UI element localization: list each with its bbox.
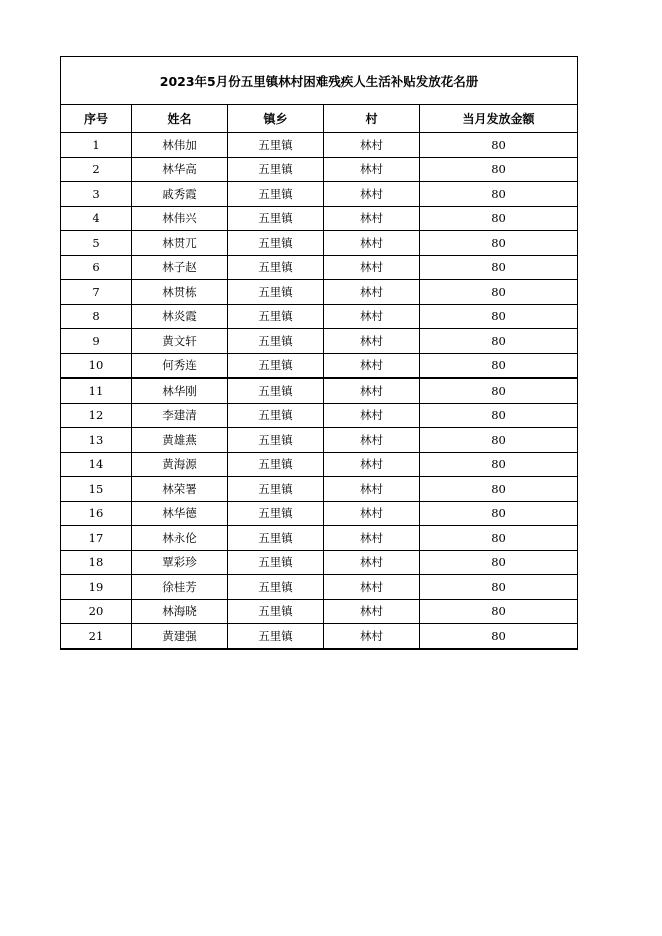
row-index-cell: 17 (61, 526, 132, 551)
row-name-cell: 黄文轩 (132, 329, 228, 354)
row-index-cell: 11 (61, 378, 132, 403)
row-town-cell: 五里镇 (228, 378, 324, 403)
row-index-cell: 10 (61, 353, 132, 378)
row-village-cell: 林村 (324, 182, 420, 207)
table-row (61, 452, 578, 477)
table-row (61, 231, 578, 256)
row-index-cell: 13 (61, 428, 132, 453)
row-name-cell: 戚秀霞 (132, 182, 228, 207)
row-name-cell: 林贯兀 (132, 231, 228, 256)
row-index-cell: 21 (61, 624, 132, 649)
table-row (61, 624, 578, 649)
row-index-cell: 3 (61, 182, 132, 207)
row-name-cell: 林荣署 (132, 477, 228, 502)
row-index-cell: 8 (61, 304, 132, 329)
column-header-name: 姓名 (132, 105, 228, 133)
row-village-cell: 林村 (324, 133, 420, 158)
roster-sheet (60, 56, 577, 650)
row-town-cell: 五里镇 (228, 255, 324, 280)
subsidy-roster-table (60, 56, 578, 650)
table-row (61, 157, 578, 182)
row-town-cell: 五里镇 (228, 304, 324, 329)
row-town-cell: 五里镇 (228, 501, 324, 526)
column-header-index: 序号 (61, 105, 132, 133)
row-index-cell: 14 (61, 452, 132, 477)
row-amount-cell: 80 (420, 526, 578, 551)
row-index-cell: 7 (61, 280, 132, 305)
row-town-cell: 五里镇 (228, 231, 324, 256)
row-amount-cell: 80 (420, 206, 578, 231)
table-row (61, 428, 578, 453)
row-name-cell: 黄建强 (132, 624, 228, 649)
row-town-cell: 五里镇 (228, 157, 324, 182)
row-amount-cell: 80 (420, 575, 578, 600)
title-row (61, 57, 578, 105)
row-town-cell: 五里镇 (228, 133, 324, 158)
row-index-cell: 2 (61, 157, 132, 182)
row-village-cell: 林村 (324, 378, 420, 403)
table-row (61, 526, 578, 551)
row-amount-cell: 80 (420, 477, 578, 502)
row-village-cell: 林村 (324, 304, 420, 329)
row-name-cell: 徐桂芳 (132, 575, 228, 600)
row-village-cell: 林村 (324, 575, 420, 600)
row-name-cell: 林华高 (132, 157, 228, 182)
row-amount-cell: 80 (420, 378, 578, 403)
row-town-cell: 五里镇 (228, 182, 324, 207)
row-index-cell: 1 (61, 133, 132, 158)
row-town-cell: 五里镇 (228, 206, 324, 231)
row-town-cell: 五里镇 (228, 575, 324, 600)
row-amount-cell: 80 (420, 329, 578, 354)
document-title: 2023年5月份五里镇林村困难残疾人生活补贴发放花名册 (61, 57, 578, 105)
row-amount-cell: 80 (420, 304, 578, 329)
row-town-cell: 五里镇 (228, 599, 324, 624)
row-name-cell: 林贯栋 (132, 280, 228, 305)
row-village-cell: 林村 (324, 280, 420, 305)
row-village-cell: 林村 (324, 157, 420, 182)
row-village-cell: 林村 (324, 599, 420, 624)
row-amount-cell: 80 (420, 280, 578, 305)
table-row (61, 304, 578, 329)
row-index-cell: 12 (61, 403, 132, 428)
row-town-cell: 五里镇 (228, 403, 324, 428)
row-town-cell: 五里镇 (228, 477, 324, 502)
row-amount-cell: 80 (420, 403, 578, 428)
row-amount-cell: 80 (420, 452, 578, 477)
row-amount-cell: 80 (420, 599, 578, 624)
row-name-cell: 黄雄燕 (132, 428, 228, 453)
table-row (61, 501, 578, 526)
row-name-cell: 何秀连 (132, 353, 228, 378)
row-village-cell: 林村 (324, 501, 420, 526)
table-row (61, 477, 578, 502)
column-header-town: 镇乡 (228, 105, 324, 133)
table-row (61, 550, 578, 575)
row-amount-cell: 80 (420, 353, 578, 378)
table-row (61, 255, 578, 280)
row-index-cell: 9 (61, 329, 132, 354)
table-row (61, 378, 578, 403)
row-village-cell: 林村 (324, 353, 420, 378)
row-amount-cell: 80 (420, 133, 578, 158)
row-village-cell: 林村 (324, 526, 420, 551)
row-village-cell: 林村 (324, 550, 420, 575)
row-name-cell: 林伟兴 (132, 206, 228, 231)
row-name-cell: 林子赵 (132, 255, 228, 280)
table-row (61, 329, 578, 354)
row-amount-cell: 80 (420, 624, 578, 649)
row-town-cell: 五里镇 (228, 550, 324, 575)
row-index-cell: 19 (61, 575, 132, 600)
row-index-cell: 15 (61, 477, 132, 502)
row-index-cell: 18 (61, 550, 132, 575)
row-name-cell: 林华德 (132, 501, 228, 526)
row-index-cell: 16 (61, 501, 132, 526)
row-name-cell: 林海晓 (132, 599, 228, 624)
row-index-cell: 4 (61, 206, 132, 231)
table-row (61, 182, 578, 207)
row-amount-cell: 80 (420, 255, 578, 280)
roster-body (61, 133, 578, 649)
row-village-cell: 林村 (324, 403, 420, 428)
table-row (61, 599, 578, 624)
row-amount-cell: 80 (420, 550, 578, 575)
row-name-cell: 林炎霞 (132, 304, 228, 329)
row-town-cell: 五里镇 (228, 329, 324, 354)
row-village-cell: 林村 (324, 329, 420, 354)
row-name-cell: 林伟加 (132, 133, 228, 158)
row-amount-cell: 80 (420, 501, 578, 526)
table-row (61, 133, 578, 158)
table-row (61, 280, 578, 305)
row-village-cell: 林村 (324, 428, 420, 453)
row-town-cell: 五里镇 (228, 280, 324, 305)
table-row (61, 403, 578, 428)
row-index-cell: 6 (61, 255, 132, 280)
row-name-cell: 林永伦 (132, 526, 228, 551)
table-row (61, 353, 578, 378)
row-village-cell: 林村 (324, 231, 420, 256)
row-town-cell: 五里镇 (228, 526, 324, 551)
row-name-cell: 林华刚 (132, 378, 228, 403)
column-header-amount: 当月发放金额 (420, 105, 578, 133)
table-row (61, 206, 578, 231)
row-town-cell: 五里镇 (228, 428, 324, 453)
row-amount-cell: 80 (420, 231, 578, 256)
row-amount-cell: 80 (420, 182, 578, 207)
row-amount-cell: 80 (420, 428, 578, 453)
header-row (61, 105, 578, 133)
column-header-village: 村 (324, 105, 420, 133)
row-village-cell: 林村 (324, 255, 420, 280)
row-village-cell: 林村 (324, 206, 420, 231)
row-village-cell: 林村 (324, 624, 420, 649)
row-name-cell: 覃彩珍 (132, 550, 228, 575)
row-index-cell: 5 (61, 231, 132, 256)
row-town-cell: 五里镇 (228, 452, 324, 477)
row-name-cell: 黄海源 (132, 452, 228, 477)
row-index-cell: 20 (61, 599, 132, 624)
table-row (61, 575, 578, 600)
row-village-cell: 林村 (324, 452, 420, 477)
row-town-cell: 五里镇 (228, 353, 324, 378)
row-town-cell: 五里镇 (228, 624, 324, 649)
row-village-cell: 林村 (324, 477, 420, 502)
row-name-cell: 李建清 (132, 403, 228, 428)
row-amount-cell: 80 (420, 157, 578, 182)
